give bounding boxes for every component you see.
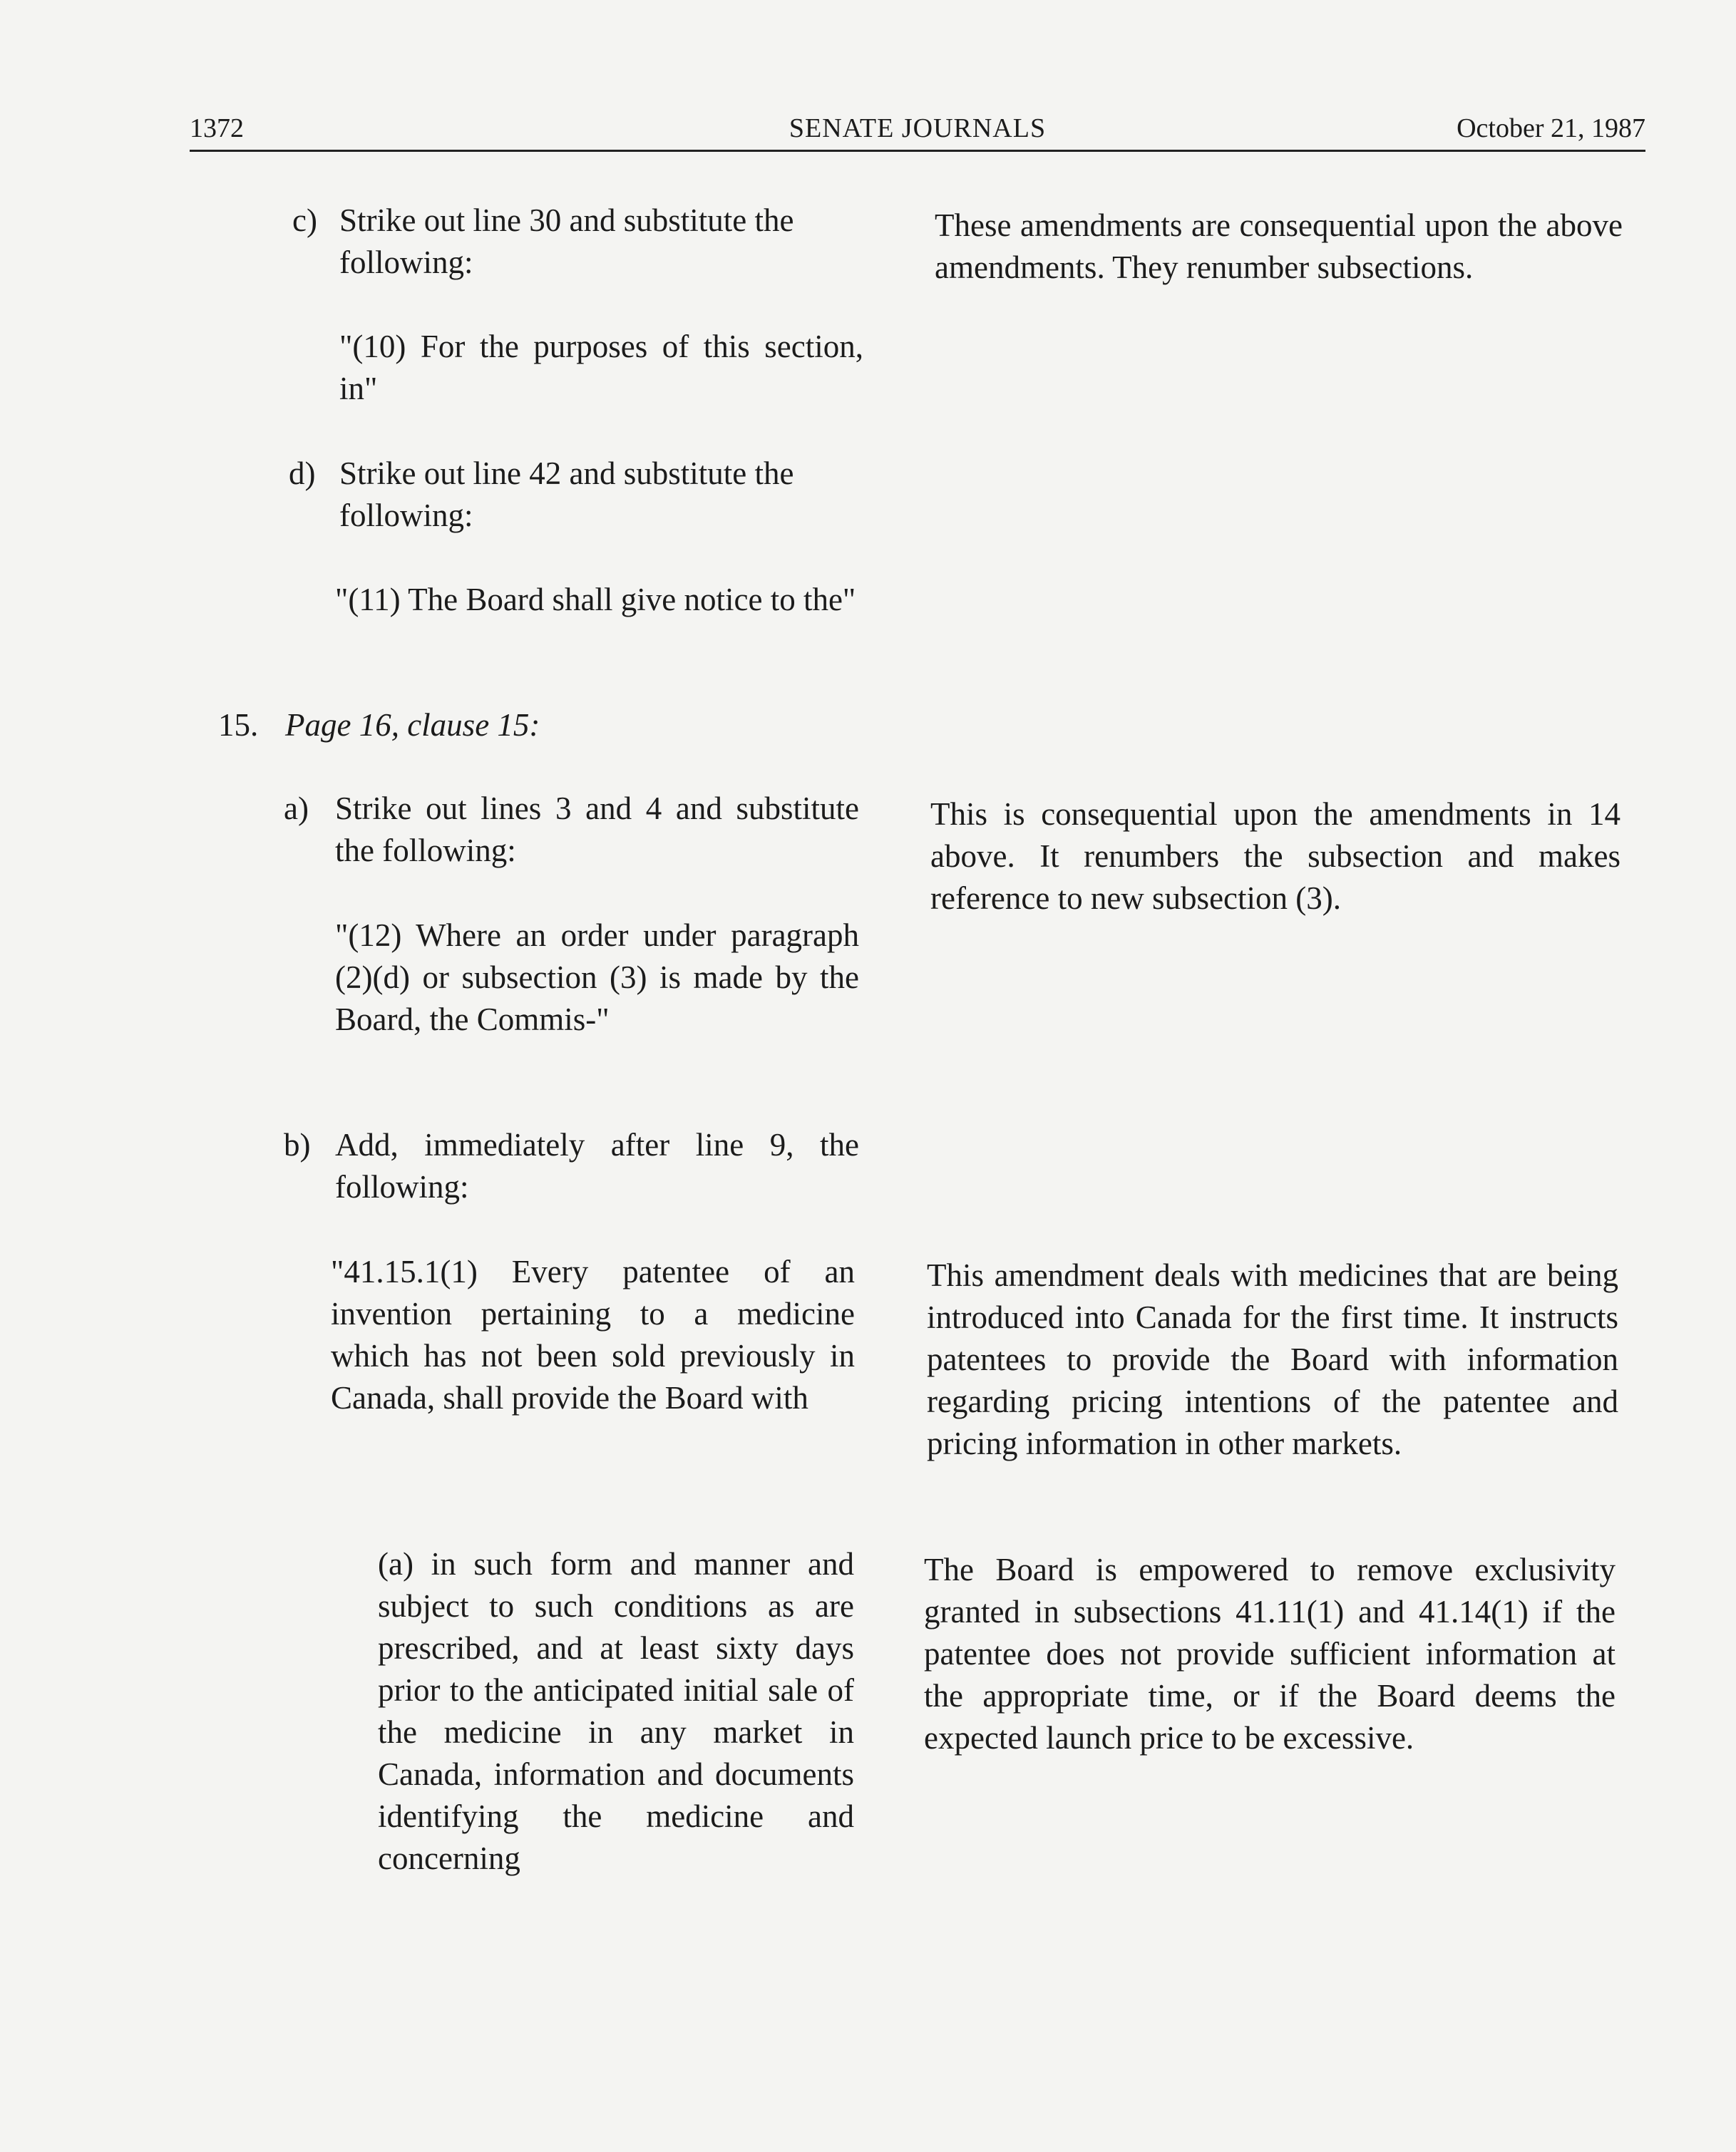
journal-title: SENATE JOURNALS xyxy=(789,113,1047,143)
item-d-quote: "(11) The Board shall give notice to the" xyxy=(335,582,856,617)
item-15b-label: b) xyxy=(284,1127,311,1163)
item-c-label: c) xyxy=(292,202,317,238)
item-15a-quote: "(12) Where an order under paragraph (2)(d) or subsection (3) is made by the Board, the Commis-" xyxy=(335,917,859,1037)
item-15b-subparagraph-a: (a) in such form and manner and subject to such conditions as are prescribed, and at least sixty days prior to the anticipated initial sale of the medicine in any market in Canada, information and documents identifying the medicine and concerning xyxy=(378,1546,854,1876)
item-c-text: Strike out line 30 and substitute the following: xyxy=(339,202,794,280)
note-15b-a: The Board is empowered to remove exclusivity granted in subsections 41.11(1) and 41.14(1) if the patentee does not provide sufficient information at the appropriate time, or if the Board deems the expected launch price to be excessive. xyxy=(924,1552,1616,1756)
header-date: October 21, 1987 xyxy=(1457,113,1645,143)
item-15-heading: Page 16, clause 15: xyxy=(285,707,540,743)
item-d-label: d) xyxy=(289,455,316,491)
item-15b-quote: "41.15.1(1) Every patentee of an invention pertaining to a medicine which has not been sold previously in Canada, shall provide the Board with xyxy=(331,1254,855,1416)
item-15a-text: Strike out lines 3 and 4 and substitute the following: xyxy=(335,791,859,868)
running-header xyxy=(190,107,1645,152)
item-d-text: Strike out line 42 and substitute the following: xyxy=(339,455,794,533)
item-15a-label: a) xyxy=(284,791,309,826)
note-15b: This amendment deals with medicines that are being introduced into Canada for the first time. It instructs patentees to provide the Board with information regarding pricing intentions of the patentee and pricing information in other markets. xyxy=(927,1257,1618,1461)
item-15b-text: Add, immediately after line 9, the following: xyxy=(335,1127,859,1205)
page-number: 1372 xyxy=(190,113,244,143)
item-15-number: 15. xyxy=(218,707,259,743)
item-c-quote: "(10) For the purposes of this section, in" xyxy=(339,329,863,406)
note-consequential-renumbering: These amendments are consequential upon the above amendments. They renumber subsections. xyxy=(935,207,1623,285)
note-15a: This is consequential upon the amendments in 14 above. It renumbers the subsection and makes reference to new subsection (3). xyxy=(930,796,1621,916)
